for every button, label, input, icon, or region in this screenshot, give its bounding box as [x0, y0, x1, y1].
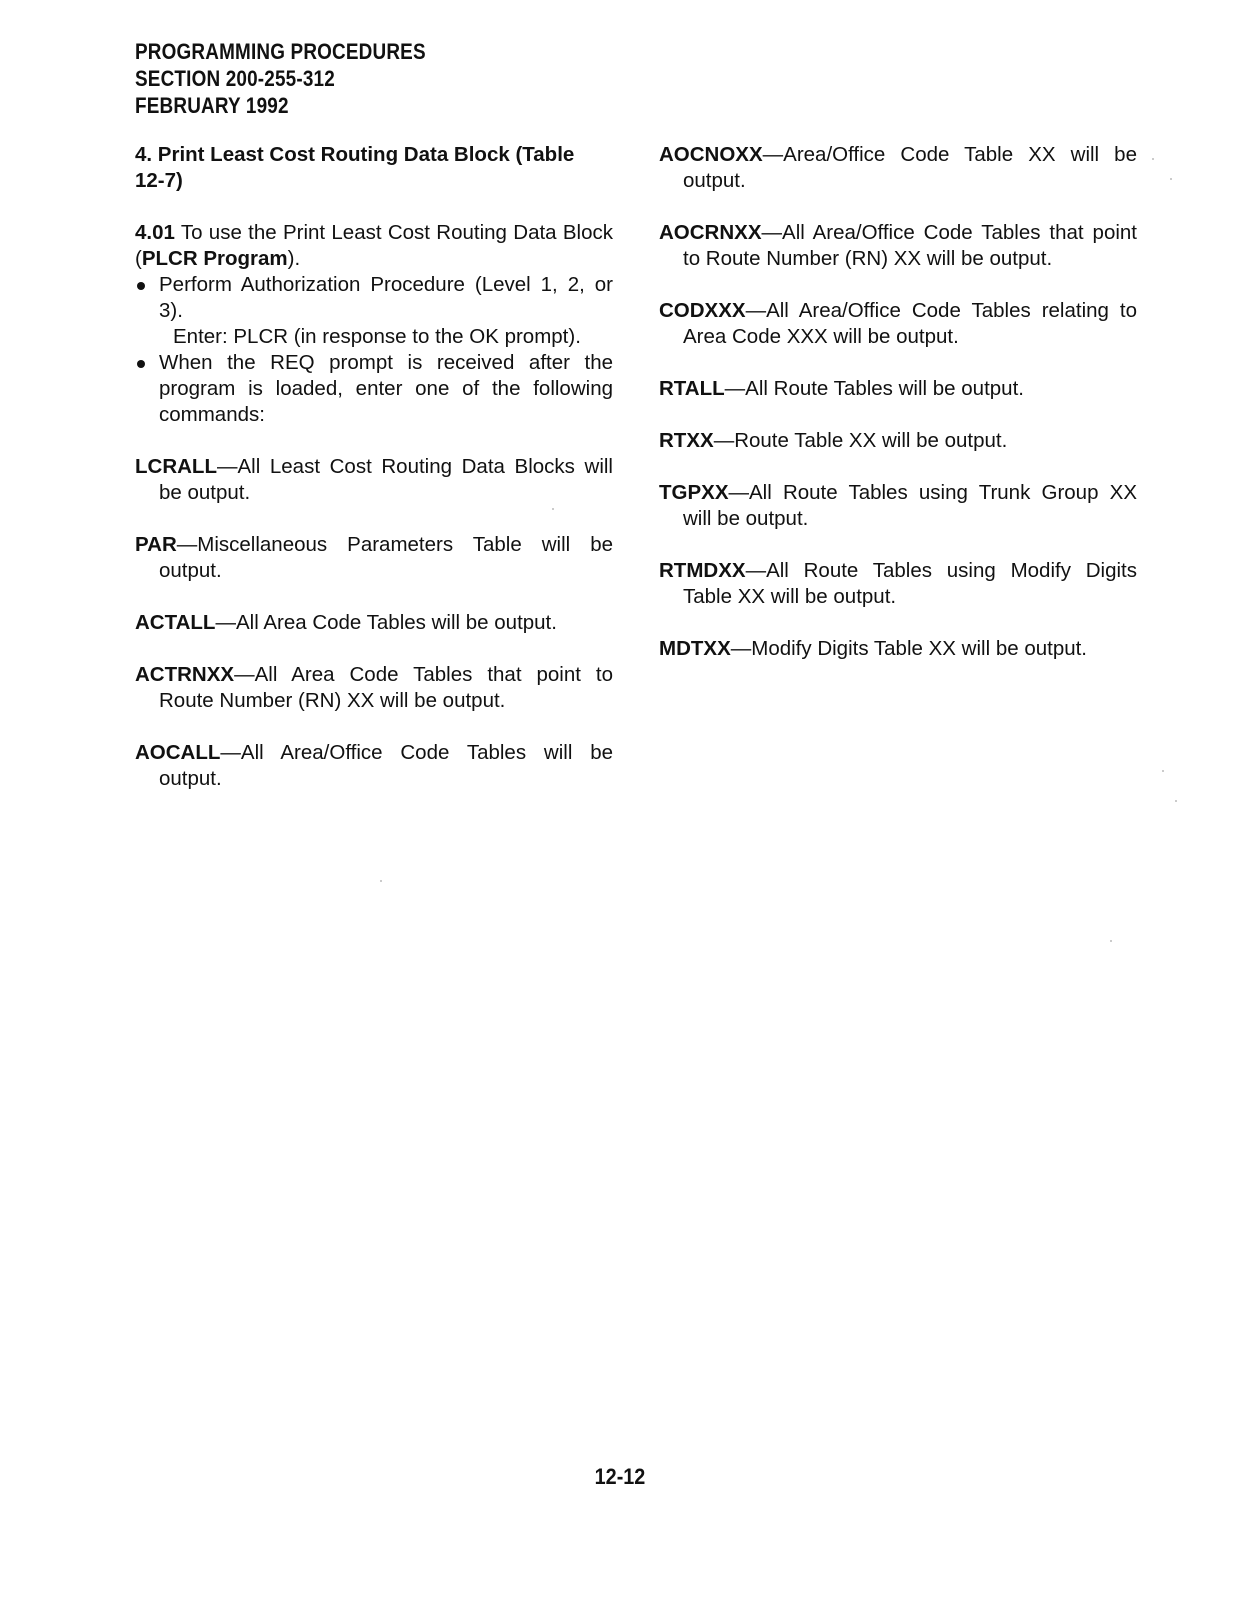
command-code: PAR	[135, 533, 177, 556]
bullet-text: Perform Authorization Procedure (Level 1, 2, or 3).	[159, 273, 613, 322]
left-column	[135, 142, 613, 818]
command-entry	[135, 532, 613, 584]
command-code: AOCNOXX	[659, 143, 763, 166]
scan-speck	[380, 880, 382, 882]
command-description: —Modify Digits Table XX will be output.	[730, 637, 1088, 660]
command-entry	[659, 298, 1137, 350]
page-number: 12-12	[594, 1464, 646, 1489]
bullet-icon	[137, 360, 145, 368]
command-code: RTALL	[659, 377, 725, 400]
command-entry	[659, 220, 1137, 272]
command-code: AOCRNXX	[659, 221, 762, 244]
command-description: —All Route Tables will be output.	[724, 377, 1024, 400]
command-description: —All Area/Office Code Tables relating to Area Code XXX will be output.	[683, 299, 1137, 348]
command-description: —All Route Tables using Modify Digits Table XX will be output.	[683, 559, 1137, 608]
command-entry	[659, 376, 1137, 402]
command-description: —All Area/Office Code Tables will be output.	[159, 741, 613, 790]
command-entry	[135, 740, 613, 792]
procedure-list-2	[135, 350, 613, 428]
command-entry	[659, 558, 1137, 610]
paragraph-number: 4.01	[135, 221, 175, 244]
command-code: TGPXX	[659, 481, 729, 504]
list-item-authorization	[135, 272, 613, 324]
scan-speck	[1152, 158, 1154, 160]
list-item-req-prompt	[135, 350, 613, 428]
scan-speck	[1110, 940, 1112, 942]
command-code: MDTXX	[659, 637, 731, 660]
bullet-icon	[137, 282, 145, 290]
command-entry	[135, 454, 613, 506]
scan-speck	[1162, 770, 1164, 772]
intro-text-b: ).	[287, 247, 301, 270]
program-name: PLCR Program	[141, 247, 288, 270]
command-code: RTMDXX	[659, 559, 746, 582]
command-code: ACTALL	[135, 611, 216, 634]
intro-paragraph	[135, 220, 613, 272]
command-entry	[135, 610, 613, 636]
page-header	[135, 38, 426, 119]
command-code: RTXX	[659, 429, 714, 452]
right-column	[659, 142, 1137, 688]
command-entry	[659, 428, 1137, 454]
command-code: AOCALL	[135, 741, 221, 764]
header-title: PROGRAMMING PROCEDURES	[135, 39, 426, 64]
header-date: FEBRUARY 1992	[135, 93, 289, 118]
section-heading-line2: 12-7)	[135, 169, 183, 192]
command-description: —All Least Cost Routing Data Blocks will be output.	[159, 455, 613, 504]
command-description: —All Area Code Tables that point to Route Number (RN) XX will be output.	[159, 663, 613, 712]
command-entry	[135, 662, 613, 714]
command-list-left	[135, 454, 613, 792]
command-entry	[659, 636, 1137, 662]
command-description: —All Route Tables using Trunk Group XX will be output.	[683, 481, 1137, 530]
bullet-text: When the REQ prompt is received after the program is loaded, enter one of the following commands:	[159, 351, 613, 426]
command-entry	[659, 480, 1137, 532]
scan-speck	[1175, 800, 1177, 802]
command-code: CODXXX	[659, 299, 746, 322]
procedure-list	[135, 272, 613, 324]
command-entry	[659, 142, 1137, 194]
header-section: SECTION 200-255-312	[135, 66, 335, 91]
command-description: —All Area/Office Code Tables that point to Route Number (RN) XX will be output.	[683, 221, 1137, 270]
scan-speck	[1170, 178, 1172, 180]
section-heading-line1: 4. Print Least Cost Routing Data Block (Table	[135, 143, 575, 166]
scan-speck	[552, 508, 554, 510]
command-code: ACTRNXX	[135, 663, 235, 686]
command-description: —Route Table XX will be output.	[713, 429, 1008, 452]
command-description: —Miscellaneous Parameters Table will be output.	[159, 533, 613, 582]
section-heading	[135, 142, 613, 194]
command-description: —Area/Office Code Table XX will be output.	[683, 143, 1137, 192]
enter-instruction: Enter: PLCR (in response to the OK prompt).	[173, 325, 581, 348]
intro-text-a: To use the Print Least Cost Routing Data Block (	[135, 221, 613, 270]
command-code: LCRALL	[135, 455, 217, 478]
command-description: —All Area Code Tables will be output.	[215, 611, 557, 634]
